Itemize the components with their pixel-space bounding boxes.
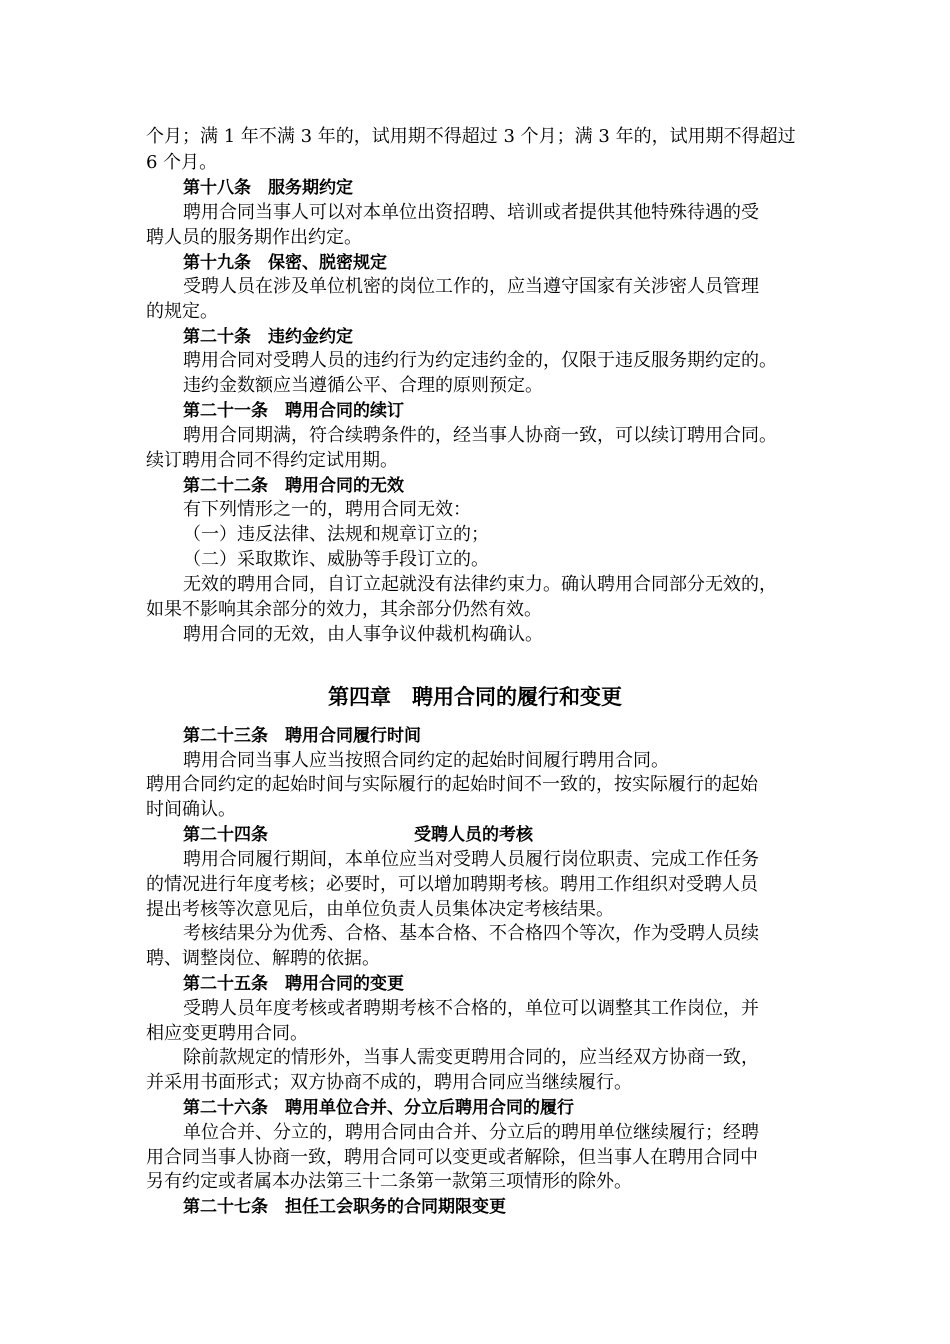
article-heading: 第二十七条 担任工会职务的合同期限变更 bbox=[183, 1197, 506, 1217]
article-heading: 第二十五条 聘用合同的变更 bbox=[183, 974, 404, 994]
paragraph-line: 考核结果分为优秀、合格、基本合格、不合格四个等次，作为受聘人员续 bbox=[183, 923, 759, 944]
article-heading: 第二十六条 聘用单位合并、分立后聘用合同的履行 bbox=[183, 1098, 574, 1118]
article-heading: 第十九条 保密、脱密规定 bbox=[183, 253, 387, 273]
article-heading: 第二十三条 聘用合同履行时间 bbox=[183, 726, 421, 746]
paragraph-line: 无效的聘用合同，自订立起就没有法律约束力。确认聘用合同部分无效的， bbox=[183, 574, 777, 595]
article-heading: 第二十二条 聘用合同的无效 bbox=[183, 476, 404, 496]
article-title: 受聘人员的考核 bbox=[414, 825, 533, 845]
paragraph-line: 时间确认。 bbox=[146, 799, 236, 820]
paragraph-line: 聘人员的服务期作出约定。 bbox=[146, 227, 362, 248]
paragraph-line: 的情况进行年度考核；必要时，可以增加聘期考核。聘用工作组织对受聘人员 bbox=[146, 874, 758, 895]
article-heading bbox=[183, 823, 533, 847]
paragraph-line: 聘用合同的无效，由人事争议仲裁机构确认。 bbox=[183, 624, 543, 645]
paragraph-line: （一）违反法律、法规和规章订立的； bbox=[183, 524, 489, 545]
paragraph-line: 有下列情形之一的，聘用合同无效： bbox=[183, 499, 471, 520]
paragraph-line: （二）采取欺诈、威胁等手段订立的。 bbox=[183, 549, 489, 570]
paragraph-line: 聘用合同对受聘人员的违约行为约定违约金的，仅限于违反服务期约定的。 bbox=[183, 350, 777, 371]
paragraph-line: 如果不影响其余部分的效力，其余部分仍然有效。 bbox=[146, 599, 542, 620]
paragraph-line: 并采用书面形式；双方协商不成的，聘用合同应当继续履行。 bbox=[146, 1072, 632, 1093]
paragraph-line: 聘用合同当事人可以对本单位出资招聘、培训或者提供其他特殊待遇的受 bbox=[183, 202, 759, 223]
paragraph-line: 另有约定或者属本办法第三十二条第一款第三项情形的除外。 bbox=[146, 1171, 632, 1192]
paragraph-line: 聘用合同当事人应当按照合同约定的起始时间履行聘用合同。 bbox=[183, 750, 669, 771]
paragraph-line: 个月；满 1 年不满 3 年的，试用期不得超过 3 个月；满 3 年的，试用期不得超过 bbox=[146, 126, 796, 147]
paragraph-line: 聘用合同履行期间，本单位应当对受聘人员履行岗位职责、完成工作任务 bbox=[183, 849, 759, 870]
paragraph-line: 聘用合同期满，符合续聘条件的，经当事人协商一致，可以续订聘用合同。 bbox=[183, 425, 777, 446]
article-heading: 第十八条 服务期约定 bbox=[183, 178, 353, 198]
paragraph-line: 聘用合同约定的起始时间与实际履行的起始时间不一致的，按实际履行的起始 bbox=[146, 774, 758, 795]
paragraph-line: 6 个月。 bbox=[146, 152, 218, 173]
paragraph-line: 的规定。 bbox=[146, 301, 218, 322]
article-heading: 第二十一条 聘用合同的续订 bbox=[183, 401, 404, 421]
paragraph-line: 受聘人员在涉及单位机密的岗位工作的，应当遵守国家有关涉密人员管理 bbox=[183, 276, 759, 297]
paragraph-line: 续订聘用合同不得约定试用期。 bbox=[146, 450, 398, 471]
article-heading: 第二十条 违约金约定 bbox=[183, 327, 353, 347]
paragraph-line: 用合同当事人协商一致，聘用合同可以变更或者解除，但当事人在聘用合同中 bbox=[146, 1147, 758, 1168]
paragraph-line: 提出考核等次意见后，由单位负责人员集体决定考核结果。 bbox=[146, 899, 614, 920]
article-number: 第二十四条 bbox=[183, 825, 268, 845]
paragraph-line: 单位合并、分立的，聘用合同由合并、分立后的聘用单位继续履行；经聘 bbox=[183, 1122, 759, 1143]
paragraph-line: 聘、调整岗位、解聘的依据。 bbox=[146, 948, 380, 969]
paragraph-line: 相应变更聘用合同。 bbox=[146, 1023, 308, 1044]
paragraph-line: 除前款规定的情形外，当事人需变更聘用合同的，应当经双方协商一致， bbox=[183, 1047, 759, 1068]
paragraph-line: 违约金数额应当遵循公平、合理的原则预定。 bbox=[183, 375, 543, 396]
chapter-title: 第四章 聘用合同的履行和变更 bbox=[328, 685, 622, 709]
paragraph-line: 受聘人员年度考核或者聘期考核不合格的，单位可以调整其工作岗位，并 bbox=[183, 998, 759, 1019]
